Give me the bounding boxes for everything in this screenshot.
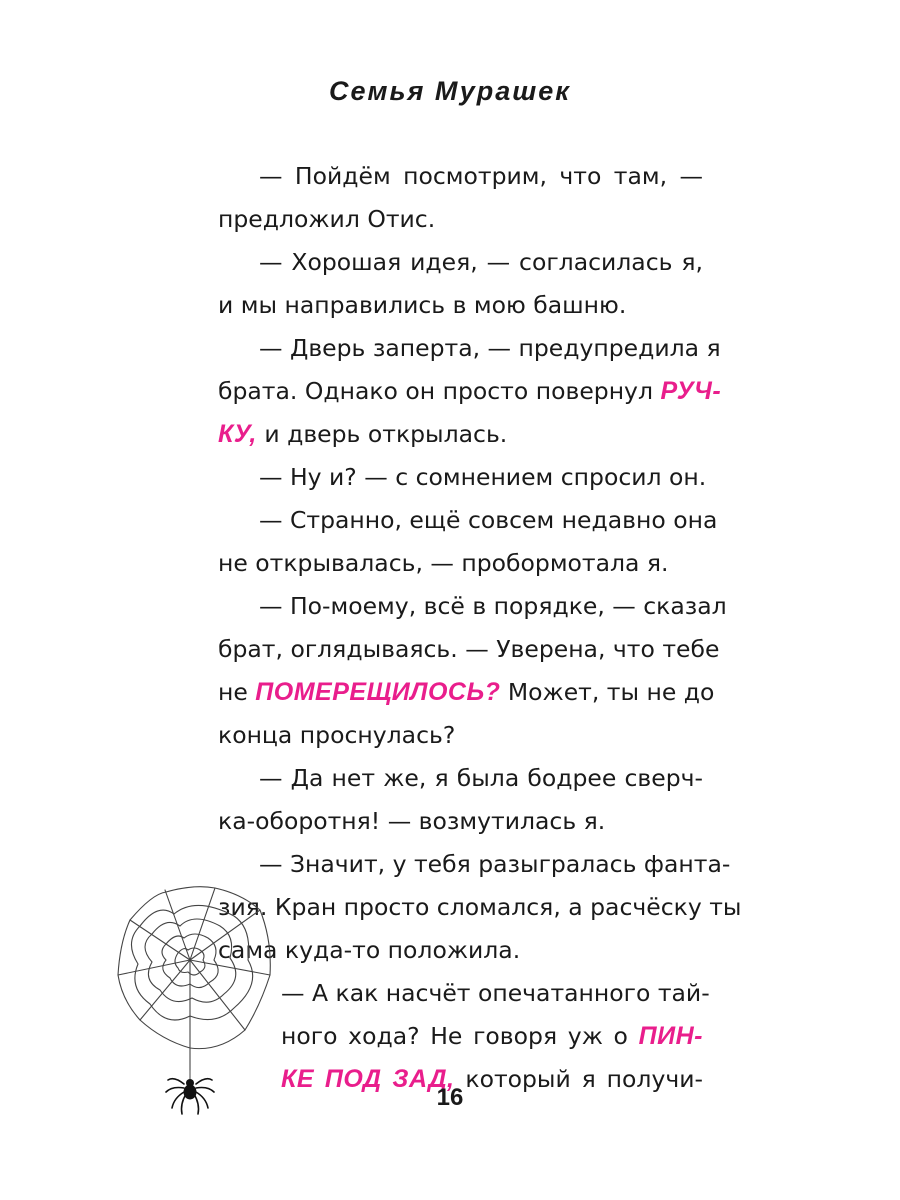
- text-line: [259, 590, 727, 622]
- text-line: [218, 203, 703, 235]
- text-line: [259, 762, 703, 794]
- text-line: [259, 160, 703, 192]
- text-line-content: и мы направились в мою башню.: [218, 291, 627, 319]
- text-line: [218, 891, 742, 923]
- text-line: [259, 332, 721, 364]
- text-line-content: ка-оборотня! — возмутилась я.: [218, 807, 606, 835]
- text-line-content: — Дверь заперта, — предупредила я: [259, 334, 721, 362]
- text-line: [259, 461, 707, 493]
- text-line: [218, 375, 722, 407]
- text-line: [218, 719, 703, 751]
- highlighted-word: КУ,: [218, 420, 257, 448]
- text-line: [218, 676, 715, 708]
- text-line-content: не открывалась, — пробормотала я.: [218, 549, 669, 577]
- text-line-content: конца проснулась?: [218, 721, 456, 749]
- text-line-content: — А как насчёт опечатанного тай-: [281, 979, 710, 1007]
- text-line-content: — Ну и? — с сомнением спросил он.: [259, 463, 707, 491]
- text-line: [218, 934, 703, 966]
- text-line-content: Может, ты не до: [500, 678, 715, 706]
- text-line-content: сама куда-то положила.: [218, 936, 521, 964]
- text-line-content: — Странно, ещё совсем недавно она: [259, 506, 718, 534]
- text-line-content: — Пойдём посмотрим, что там, —: [259, 162, 703, 190]
- text-line: [281, 1020, 703, 1052]
- highlighted-word: РУЧ-: [660, 377, 722, 405]
- text-line-content: брат, оглядываясь. — Уверена, что тебе: [218, 635, 720, 663]
- text-line-content: который я получи-: [454, 1065, 703, 1093]
- text-line: [259, 848, 731, 880]
- text-line-content: брата. Однако он просто повернул: [218, 377, 653, 405]
- text-line-prefix: не: [218, 678, 256, 706]
- text-line-content: и дверь открылась.: [256, 420, 508, 448]
- text-line: [218, 418, 703, 450]
- highlighted-word: ПОМЕРЕЩИЛОСЬ?: [255, 678, 501, 706]
- highlighted-word: ПИН-: [638, 1022, 703, 1050]
- text-line: [218, 547, 703, 579]
- text-line-content: — Да нет же, я была бодрее сверч-: [259, 764, 703, 792]
- text-line-content: — По-моему, всё в порядке, — сказал: [259, 592, 727, 620]
- text-line-content: — Хорошая идея, — согласилась я,: [259, 248, 703, 276]
- text-line: [218, 805, 703, 837]
- text-line: [281, 977, 710, 1009]
- text-line-content: ного хода? Не говоря уж о: [281, 1022, 628, 1050]
- text-line: [259, 504, 718, 536]
- text-line-content: предложил Отис.: [218, 205, 436, 233]
- text-line-content: зия. Кран просто сломался, а расчёску ты: [218, 893, 742, 921]
- text-line: [218, 289, 703, 321]
- text-line-content: — Значит, у тебя разыгралась фанта-: [259, 850, 731, 878]
- page-number: 16: [436, 1084, 464, 1111]
- running-header: Семья Мурашек: [329, 76, 571, 106]
- text-line: [218, 633, 720, 665]
- highlighted-word: КЕ ПОД ЗАД,: [281, 1065, 455, 1093]
- text-line: [259, 246, 703, 278]
